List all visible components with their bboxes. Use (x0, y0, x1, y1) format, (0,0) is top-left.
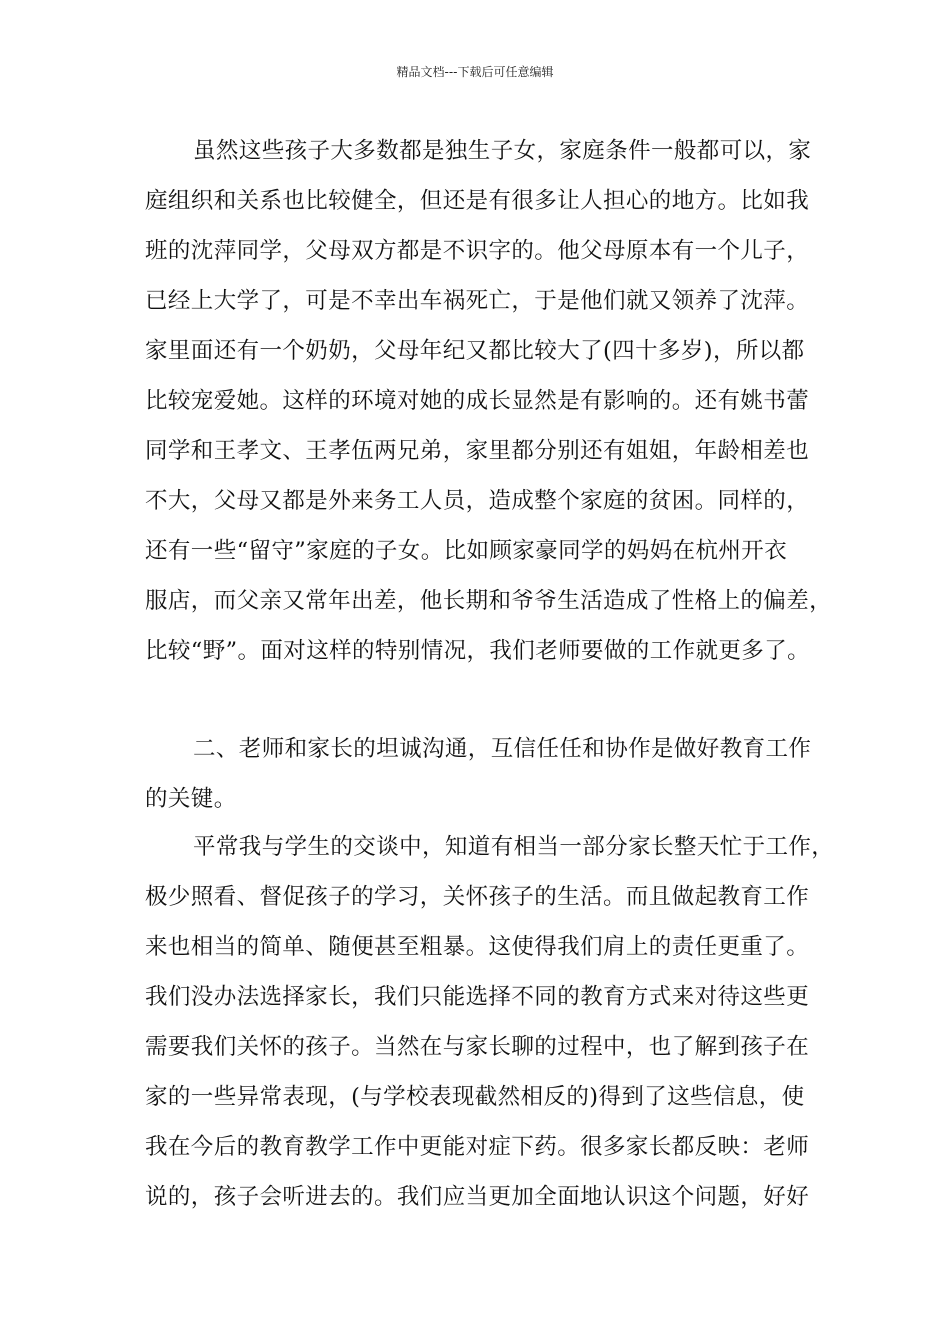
paragraph-1-line-2: 庭组织和关系也比较健全，但还是有很多让人担心的地方。比如我 (145, 188, 810, 214)
paragraph-1-line-10: 服店，而父亲又常年出差，他长期和爷爷生活造成了性格上的偏差， (145, 588, 833, 614)
paragraph-3-line-1: 平常我与学生的交谈中，知道有相当一部分家长整天忙于工作， (193, 834, 835, 860)
page-header: 精品文档---下载后可任意编辑 (396, 65, 554, 79)
paragraph-1-line-3: 班的沈萍同学，父母双方都是不识字的。他父母原本有一个儿子， (145, 238, 810, 264)
paragraph-1-line-8: 不大，父母又都是外来务工人员，造成整个家庭的贫困。同样的， (145, 488, 810, 514)
paragraph-1-line-7: 同学和王孝文、王孝伍两兄弟，家里都分别还有姐姐，年龄相差也 (145, 438, 810, 464)
paragraph-1-line-6: 比较宠爱她。这样的环境对她的成长显然是有影响的。还有姚书蕾 (145, 388, 810, 414)
paragraph-1-line-9: 还有一些“留守”家庭的子女。比如顾家豪同学的妈妈在杭州开衣 (145, 538, 788, 564)
section-heading-line-1: 二、老师和家长的坦诚沟通，互信任任和协作是做好教育工作 (193, 736, 812, 762)
paragraph-3-line-5: 需要我们关怀的孩子。当然在与家长聊的过程中，也了解到孩子在 (145, 1034, 810, 1060)
paragraph-3-line-8: 说的，孩子会听进去的。我们应当更加全面地认识这个问题，好好 (145, 1184, 810, 1210)
paragraph-3-line-3: 来也相当的简单、随便甚至粗暴。这使得我们肩上的责任更重了。 (145, 934, 810, 960)
paragraph-1-line-4: 已经上大学了，可是不幸出车祸死亡，于是他们就又领养了沈萍。 (145, 288, 810, 314)
paragraph-1-line-5: 家里面还有一个奶奶，父母年纪又都比较大了(四十多岁)，所以都 (145, 338, 805, 364)
paragraph-3-line-6: 家的一些异常表现，(与学校表现截然相反的)得到了这些信息，使 (145, 1084, 805, 1110)
paragraph-3-line-2: 极少照看、督促孩子的学习，关怀孩子的生活。而且做起教育工作 (145, 884, 810, 910)
paragraph-3-line-4: 我们没办法选择家长，我们只能选择不同的教育方式来对待这些更 (145, 984, 810, 1010)
paragraph-1-line-1: 虽然这些孩子大多数都是独生子女，家庭条件一般都可以，家 (193, 138, 812, 164)
paragraph-1-line-11: 比较“野”。面对这样的特别情况，我们老师要做的工作就更多了。 (145, 638, 811, 664)
section-heading-line-2: 的关键。 (145, 786, 237, 812)
paragraph-3-line-7: 我在今后的教育教学工作中更能对症下药。很多家长都反映：老师 (145, 1134, 810, 1160)
